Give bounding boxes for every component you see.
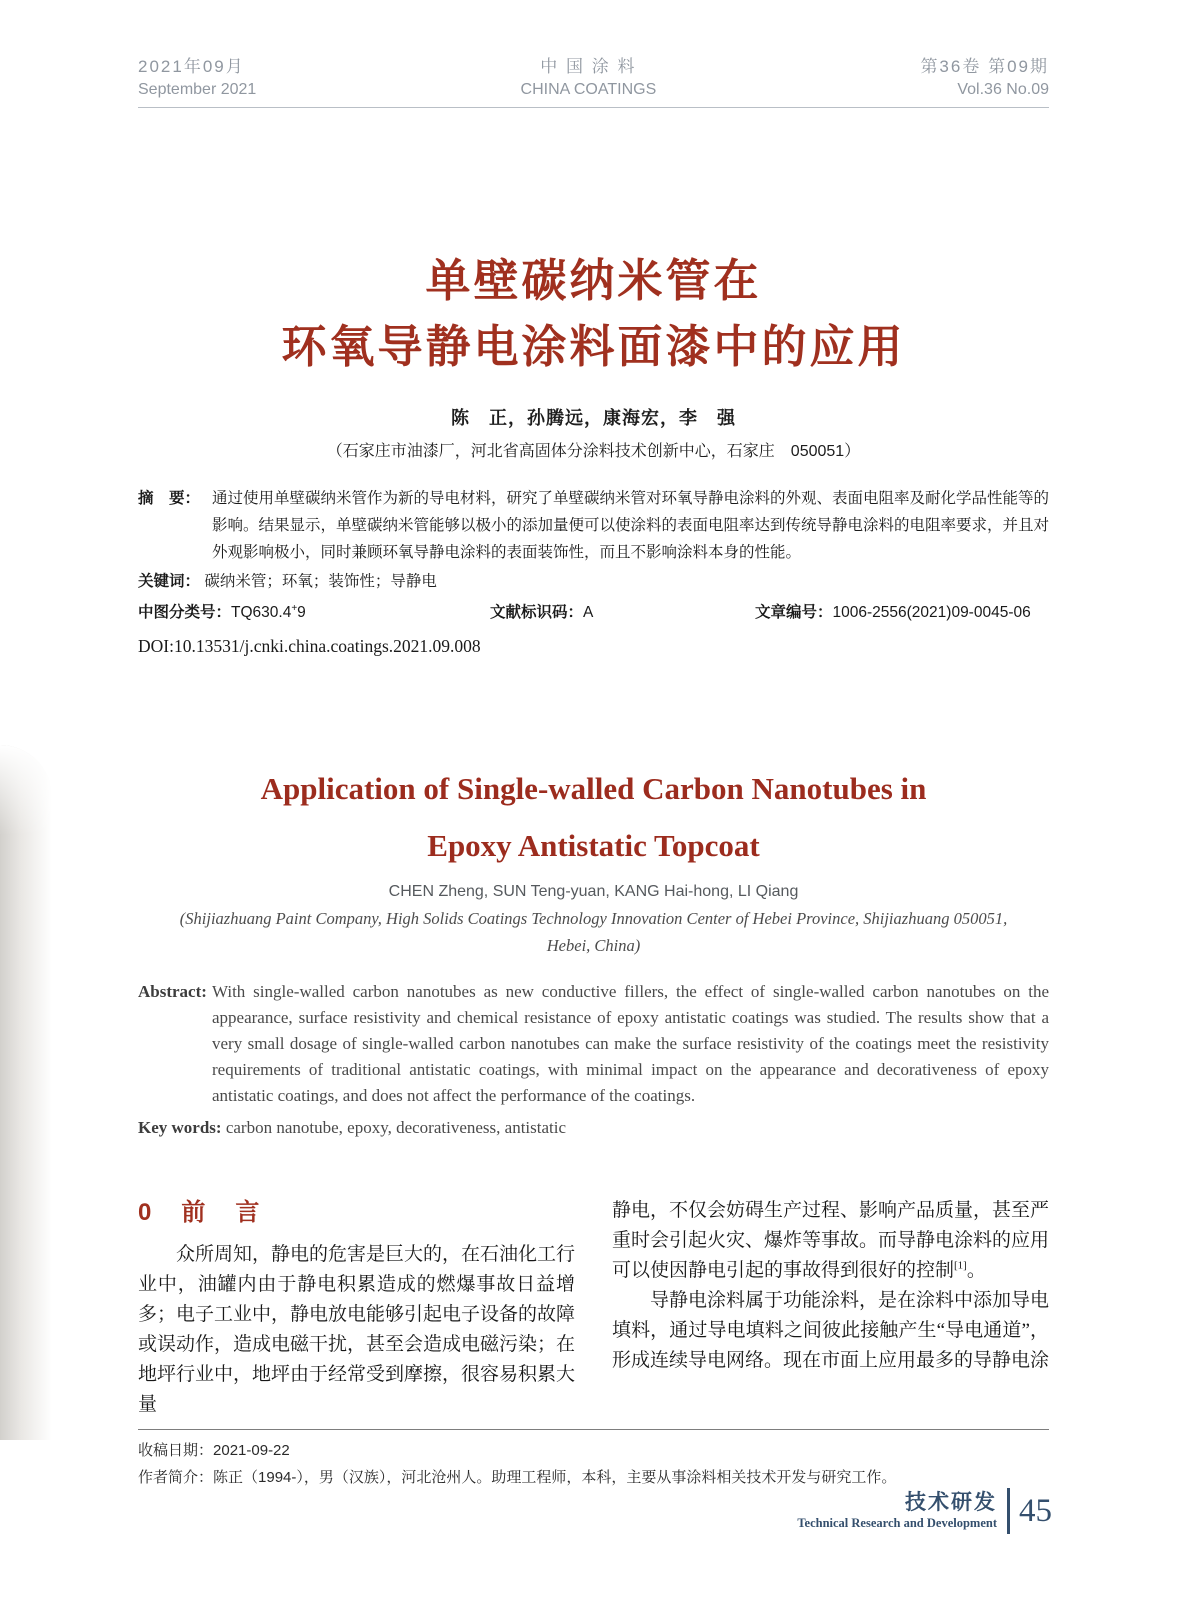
intro-right-1-text: 静电，不仅会妨碍生产过程、影响产品质量，甚至严重时会引起火灾、爆炸等事故。而导静电涂料的应用可以使因静电引起的事故得到很好的控制 (612, 1200, 1050, 1281)
journal-name-en: CHINA COATINGS (520, 81, 657, 98)
section-title-word1: 前 (181, 1199, 236, 1226)
authors-cn: 陈 正，孙腾远，康海宏，李 强 (451, 408, 736, 428)
clc-value: TQ630.4 (231, 604, 292, 621)
footnote-block (138, 1429, 1049, 1491)
clc-tail: 9 (297, 604, 306, 621)
document-code (490, 599, 593, 626)
article-title-cn-line2: 环氧导静电涂料面漆中的应用 (281, 321, 906, 372)
page-number: 45 (1019, 1493, 1052, 1529)
journal-name-cn: 中 国 涂 料 (540, 57, 637, 76)
document-code-value: A (583, 604, 594, 621)
section-tag-en: Technical Research and Development (797, 1516, 997, 1530)
abstract-text-en: With single-walled carbon nanotubes as new conductive fillers, the effect of single-walled carbon nanotubes on the appearance, surface resistivity and chemical resistance of epoxy antistatic coatings was studied. The results show that a very small dosage of single-walled carbon nanotubes can make the surface resistivity of the coatings meet the resistivity requirements of traditional antistatic coatings, with minimal impact on the appearance and decorativeness of epoxy antistatic coatings, and does not affect the performance of the coatings. (212, 982, 1049, 1105)
article-title-cn (138, 248, 1049, 380)
received-date-value: 2021-09-22 (213, 1442, 290, 1459)
clc-superscript: + (291, 602, 298, 614)
affiliation-en-line2: Hebei, China) (546, 936, 641, 955)
received-date-label: 收稿日期： (138, 1442, 214, 1459)
scan-edge-shadow (0, 745, 52, 1440)
keywords-cn (138, 568, 1049, 595)
issue-date-cn: 2021年09月 (138, 57, 245, 76)
abstract-label-en: Abstract: (138, 982, 207, 1001)
section-tag (797, 1491, 997, 1531)
clc-label: 中图分类号： (138, 604, 232, 621)
article-id (755, 599, 1031, 626)
keywords-label-en: Key words: (138, 1118, 222, 1137)
abstract-en (138, 979, 1049, 1109)
classification-row (138, 599, 1049, 626)
footer-divider-bar (1007, 1488, 1010, 1534)
running-head (138, 55, 1049, 108)
article-id-label: 文章编号： (755, 604, 833, 621)
intro-right-1-end: 。 (966, 1260, 986, 1281)
volume-issue (920, 55, 1049, 101)
document-code-label: 文献标识码： (490, 604, 584, 621)
body-column-left (138, 1196, 575, 1420)
clc-number (138, 599, 306, 626)
intro-paragraph-right-1 (612, 1196, 1049, 1286)
keywords-text-en: carbon nanotube, epoxy, decorativeness, antistatic (225, 1118, 567, 1137)
issue-date-en: September 2021 (138, 81, 257, 98)
intro-paragraph-right-2: 导静电涂料属于功能涂料，是在涂料中添加导电填料，通过导电填料之间彼此接触产生“导电通道”，形成连续导电网络。现在市面上应用最多的导静电涂 (612, 1290, 1050, 1371)
section-heading-0 (138, 1196, 575, 1230)
abstract-cn (138, 485, 1049, 566)
volume-issue-cn: 第36卷 第09期 (920, 57, 1049, 76)
section-title-word2: 言 (235, 1199, 262, 1226)
doi: DOI:10.13531/j.cnki.china.coatings.2021.09.008 (138, 636, 481, 656)
page-footer (797, 1488, 1052, 1534)
citation-ref-1: [1] (954, 1259, 967, 1272)
article-id-value: 1006-2556(2021)09-0045-06 (832, 604, 1031, 621)
author-bio-line (138, 1464, 1049, 1491)
affiliation-en-line1: (Shijiazhuang Paint Company, High Solids Coatings Technology Innovation Center of Hebei Province, Shijiazhuang 050051, (179, 909, 1008, 928)
authors-en: CHEN Zheng, SUN Teng-yuan, KANG Hai-hong, LI Qiang (388, 883, 799, 900)
keywords-text-cn: 碳纳米管；环氧；装饰性；导静电 (204, 573, 437, 590)
author-bio-value: 陈正（1994-），男（汉族），河北沧州人。助理工程师，本科，主要从事涂料相关技术开发与研究工作。 (213, 1469, 897, 1486)
volume-issue-en: Vol.36 No.09 (957, 81, 1049, 98)
received-date-line (138, 1437, 1049, 1464)
affiliation-en (138, 905, 1049, 959)
body-columns (138, 1196, 1049, 1420)
issue-date (138, 55, 256, 101)
author-bio-label: 作者简介： (138, 1469, 214, 1486)
intro-paragraph-left: 众所周知，静电的危害是巨大的，在石油化工行业中，油罐内由于静电积累造成的燃爆事故日益增多；电子工业中，静电放电能够引起电子设备的故障或误动作，造成电磁干扰，甚至会造成电磁污染；在地坪行业中，地坪由于经常受到摩擦，很容易积累大量 (138, 1244, 576, 1415)
article-title-en (138, 760, 1049, 874)
article-title-en-line2: Epoxy Antistatic Topcoat (427, 828, 760, 863)
abstract-label-cn: 摘 要： (138, 490, 201, 507)
keywords-en (138, 1118, 1049, 1138)
affiliation-cn: （石家庄市油漆厂，河北省高固体分涂料技术创新中心，石家庄 050051） (326, 443, 861, 460)
section-tag-cn: 技术研发 (905, 1491, 997, 1514)
keywords-label-cn: 关键词： (138, 573, 201, 590)
body-column-right (612, 1196, 1049, 1420)
abstract-text-cn: 通过使用单壁碳纳米管作为新的导电材料，研究了单壁碳纳米管对环氧导静电涂料的外观、表面电阻率及耐化学品性能等的影响。结果显示，单壁碳纳米管能够以极小的添加量便可以使涂料的表面电阻率达到传统导静电涂料的电阻率要求，并且对外观影响极小，同时兼顾环氧导静电涂料的表面装饰性，而且不影响涂料本身的性能。 (212, 490, 1050, 561)
section-number: 0 (138, 1199, 154, 1226)
article-title-en-line1: Application of Single-walled Carbon Nanotubes in (260, 771, 927, 806)
journal-name (521, 55, 657, 101)
article-title-cn-line1: 单壁碳纳米管在 (425, 255, 762, 306)
meta-block-cn (138, 485, 1049, 660)
